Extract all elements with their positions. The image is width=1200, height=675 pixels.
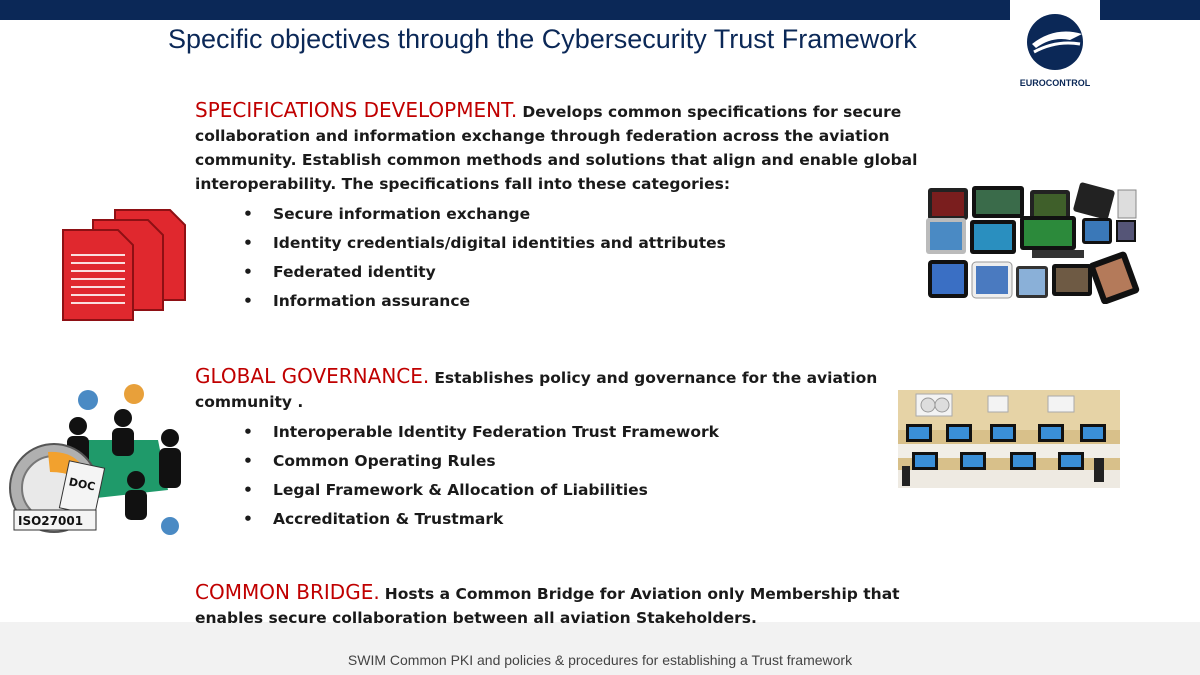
list-item: • Accreditation & Trustmark (243, 505, 895, 534)
top-bar-right (1100, 0, 1200, 20)
section-heading: COMMON BRIDGE. (195, 580, 380, 604)
doc-label: DOC (67, 475, 97, 494)
computer-room-image (898, 390, 1120, 488)
list-item: • Federated identity (243, 258, 985, 287)
section-heading: GLOBAL GOVERNANCE. (195, 364, 430, 388)
section-heading: SPECIFICATIONS DEVELOPMENT. (195, 98, 518, 122)
logo-text: EUROCONTROL (1019, 78, 1091, 88)
governance-illustration-icon (8, 380, 193, 540)
bullet-list (195, 200, 985, 316)
documents-icon (55, 205, 190, 325)
list-item: • Legal Framework & Allocation of Liabilities (243, 476, 895, 505)
list-item: • Secure information exchange (243, 200, 985, 229)
list-item: • Information assurance (243, 287, 985, 316)
section-lead: Establishes policy and governance for the aviation (434, 369, 878, 387)
section-body: enables secure collaboration between all aviation Stakeholders. (195, 609, 757, 627)
section-governance (195, 364, 895, 534)
bullet-list (195, 418, 895, 534)
list-item: • Common Operating Rules (243, 447, 895, 476)
section-specifications (195, 98, 985, 316)
section-lead: Hosts a Common Bridge for Aviation only Membership that (384, 585, 900, 603)
list-item: • Identity credentials/digital identities and attributes (243, 229, 985, 258)
iso-badge: ISO27001 (18, 514, 84, 528)
tablet-devices-image (922, 182, 1140, 304)
top-bar (0, 0, 1010, 20)
page-title: Specific objectives through the Cybersecurity Trust Framework (168, 24, 917, 54)
footer-text: SWIM Common PKI and policies & procedures for establishing a Trust framework (347, 652, 853, 668)
section-common-bridge (195, 580, 955, 630)
section-body: collaboration and information exchange through federation across the aviation community. Establish common methods and solutions that align and enable global interoperability. The specifications fall into these categories: (195, 127, 918, 193)
section-body: community . (195, 393, 304, 411)
section-lead: Develops common specifications for secure (522, 103, 902, 121)
list-item: • Interoperable Identity Federation Trust Framework (243, 418, 895, 447)
